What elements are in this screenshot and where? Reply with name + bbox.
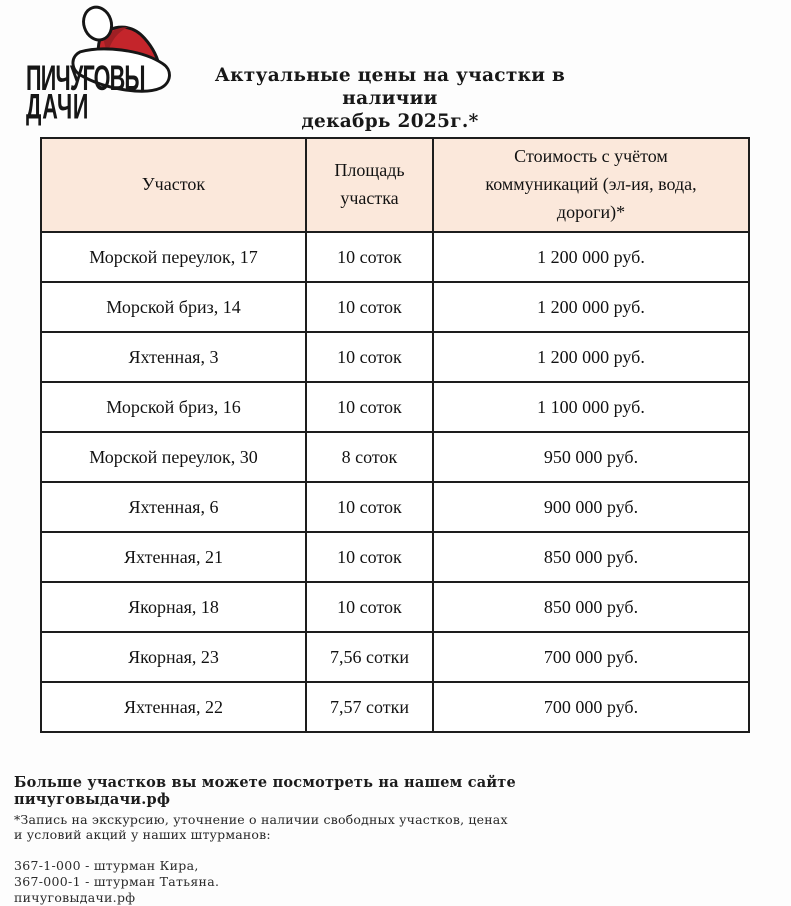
footer-more-text bbox=[14, 774, 654, 808]
page-title-line2: декабрь 2025г.* bbox=[301, 111, 479, 133]
cell-price: 850 000 руб. bbox=[433, 582, 749, 632]
footer-note-line2: и условий акций у наших штурманов: bbox=[14, 827, 271, 843]
footer-note bbox=[14, 812, 654, 843]
table-row bbox=[41, 332, 749, 382]
cell-plot: Яхтенная, 22 bbox=[41, 682, 306, 732]
cell-plot: Яхтенная, 21 bbox=[41, 532, 306, 582]
table-row bbox=[41, 432, 749, 482]
cell-price: 950 000 руб. bbox=[433, 432, 749, 482]
table-row bbox=[41, 532, 749, 582]
cell-area: 7,57 сотки bbox=[306, 682, 433, 732]
cell-plot: Яхтенная, 3 bbox=[41, 332, 306, 382]
cell-price: 1 200 000 руб. bbox=[433, 232, 749, 282]
cell-price: 700 000 руб. bbox=[433, 632, 749, 682]
company-name-line1: ПИЧУГОВЫ bbox=[26, 58, 145, 98]
page-title bbox=[170, 64, 610, 133]
cell-area: 10 соток bbox=[306, 482, 433, 532]
cell-price: 850 000 руб. bbox=[433, 532, 749, 582]
cell-plot: Якорная, 23 bbox=[41, 632, 306, 682]
cell-plot: Морской переулок, 17 bbox=[41, 232, 306, 282]
table-row bbox=[41, 632, 749, 682]
cell-price: 1 200 000 руб. bbox=[433, 332, 749, 382]
table-row bbox=[41, 232, 749, 282]
col-header-price: Стоимость с учётом коммуникаций (эл-ия, вода, дороги)* bbox=[433, 138, 749, 232]
cell-price: 700 000 руб. bbox=[433, 682, 749, 732]
company-name-line2: ДАЧИ bbox=[26, 87, 90, 127]
col-header-plot: Участок bbox=[41, 138, 306, 232]
table-row bbox=[41, 282, 749, 332]
cell-price: 1 200 000 руб. bbox=[433, 282, 749, 332]
cell-area: 10 соток bbox=[306, 232, 433, 282]
cell-area: 10 соток bbox=[306, 282, 433, 332]
cell-plot: Яхтенная, 6 bbox=[41, 482, 306, 532]
footer-more-line1: Больше участков вы можете посмотреть на нашем сайте bbox=[14, 774, 516, 791]
cell-plot: Морской бриз, 14 bbox=[41, 282, 306, 332]
page-title-line1: Актуальные цены на участки в наличии bbox=[214, 65, 566, 110]
cell-area: 10 соток bbox=[306, 582, 433, 632]
table-row bbox=[41, 682, 749, 732]
company-logo bbox=[18, 4, 188, 127]
table-row bbox=[41, 382, 749, 432]
table-row bbox=[41, 582, 749, 632]
table-header-row bbox=[41, 138, 749, 232]
contact-phone-kira: 367-1-000 - штурман Кира, bbox=[14, 857, 199, 873]
cell-area: 10 соток bbox=[306, 382, 433, 432]
cell-area: 7,56 сотки bbox=[306, 632, 433, 682]
cell-plot: Морской переулок, 30 bbox=[41, 432, 306, 482]
table-row bbox=[41, 482, 749, 532]
footer-website-bold: пичуговыдачи.рф bbox=[14, 791, 171, 809]
price-table bbox=[40, 137, 750, 733]
cell-price: 1 100 000 руб. bbox=[433, 382, 749, 432]
footer-website: пичуговыдачи.рф bbox=[14, 889, 136, 905]
col-header-area: Площадь участка bbox=[306, 138, 433, 232]
cell-plot: Морской бриз, 16 bbox=[41, 382, 306, 432]
cell-area: 8 соток bbox=[306, 432, 433, 482]
cell-plot: Якорная, 18 bbox=[41, 582, 306, 632]
contact-phone-tatiana: 367-000-1 - штурман Татьяна. bbox=[14, 873, 220, 889]
footer-contacts bbox=[14, 858, 654, 906]
cell-area: 10 соток bbox=[306, 332, 433, 382]
company-name bbox=[26, 58, 145, 127]
footer-note-line1: *Запись на экскурсию, уточнение о наличии свободных участков, ценах bbox=[14, 812, 508, 828]
cell-area: 10 соток bbox=[306, 532, 433, 582]
footer bbox=[14, 774, 654, 906]
cell-price: 900 000 руб. bbox=[433, 482, 749, 532]
